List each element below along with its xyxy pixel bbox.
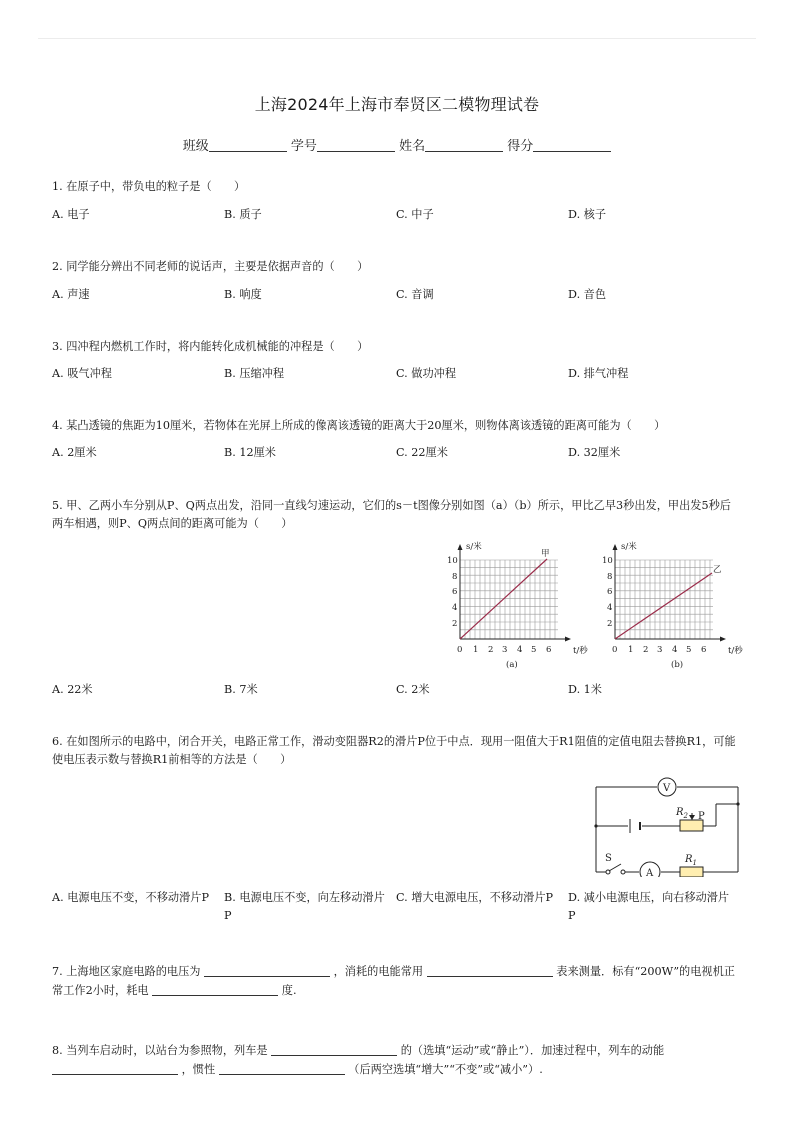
y-tick: 2 [607,619,613,629]
y-tick: 8 [607,572,613,582]
x-axis-label: t/秒 [573,646,588,656]
score-label: 得分 [507,139,534,154]
option-b[interactable]: B. 电源电压不变，向左移动滑片P [224,891,385,922]
option-c[interactable]: C. 2米 [396,683,430,696]
voltmeter-icon [658,778,676,796]
slider-arrow-icon [689,815,695,820]
question-7-text-4: 度. [281,984,297,997]
x-tick: 2 [643,645,649,655]
question-7 [52,962,742,1000]
slider-p-label: P [698,811,705,822]
x-tick: 0 [457,645,463,655]
x-tick: 0 [612,645,618,655]
option-d[interactable]: D. 核子 [568,208,607,221]
y-axis-arrow-icon [613,544,618,550]
r1-label: $R_1$ [685,854,697,867]
option-c[interactable]: C. 增大电源电压，不移动滑片P [396,891,554,904]
question-7-text-1: 7. 上海地区家庭电路的电压为 [52,965,201,978]
x-axis-arrow-icon [720,637,726,642]
x-tick: 6 [701,645,707,655]
switch-label: S [605,853,612,864]
junction-dot [594,824,597,827]
question-6: 6. 在如图所示的电路中，闭合开关，电路正常工作，滑动变阻器R2的滑片P位于中点．现用一阻值大于R1阻值的定值电阻去替换R1，可能使电压表示数与替换R1前相等的方法是（ ） [52,735,736,766]
option-b[interactable]: B. 压缩冲程 [224,367,285,380]
x-tick: 5 [686,645,692,655]
option-b[interactable]: B. 12厘米 [224,446,276,459]
student-id-label: 学号 [290,139,317,154]
x-tick: 3 [502,645,508,655]
student-info-fields [0,135,794,154]
option-a[interactable]: A. 声速 [52,288,90,301]
option-c[interactable]: C. 中子 [396,208,434,221]
series-label: 乙 [713,565,722,575]
option-d[interactable]: D. 32厘米 [568,446,621,459]
y-tick: 10 [602,556,613,566]
r2-label: $R_2$ [676,807,688,820]
ammeter-label: A [646,868,654,877]
answer-blank[interactable] [52,1062,178,1075]
question-7-text-2: ，消耗的电能常用 [333,965,424,978]
x-tick: 4 [672,645,678,655]
question-8-text-2: 的（选填“运动”或“静止”）．加速过程中，列车的动能 [400,1044,665,1057]
option-a[interactable]: A. 2厘米 [52,446,97,459]
graph-b [595,538,745,670]
question-1: 1. 在原子中，带负电的粒子是（ ） [52,180,246,193]
class-blank[interactable] [209,139,287,152]
answer-blank[interactable] [152,983,278,996]
y-tick: 10 [447,556,458,566]
y-tick: 2 [452,619,458,629]
junction-dot [736,802,739,805]
option-a[interactable]: A. 电源电压不变，不移动滑片P [52,891,209,904]
series-line-jia [460,559,547,639]
class-label: 班级 [182,139,209,154]
option-a[interactable]: A. 吸气冲程 [52,367,112,380]
ammeter-icon [640,862,660,877]
top-divider [38,38,756,39]
option-d[interactable]: D. 音色 [568,288,607,301]
x-tick: 3 [657,645,663,655]
question-8-text-3: ，惯性 [181,1063,216,1076]
option-c[interactable]: C. 22厘米 [396,446,448,459]
name-blank[interactable] [425,139,503,152]
voltmeter-label: V [663,783,671,794]
y-tick: 4 [607,603,613,613]
question-8-text-4: （后两空选填“增大”“不变”或“减小”）. [348,1063,543,1076]
question-8 [52,1041,742,1079]
option-a[interactable]: A. 电子 [52,208,90,221]
option-b[interactable]: B. 7米 [224,683,258,696]
y-tick: 8 [452,572,458,582]
x-tick: 2 [488,645,494,655]
x-tick: 6 [546,645,552,655]
x-tick: 1 [628,645,634,655]
score-blank[interactable] [533,139,611,152]
circuit-diagram [588,775,748,877]
answer-blank[interactable] [219,1062,345,1075]
x-axis-label: t/秒 [728,646,743,656]
question-4: 4. 某凸透镜的焦距为10厘米，若物体在光屏上所成的像离该透镜的距离大于20厘米，则物体离该透镜的距离可能为（ ） [52,419,666,432]
answer-blank[interactable] [271,1043,397,1056]
option-a[interactable]: A. 22米 [52,683,93,696]
x-tick: 1 [473,645,479,655]
option-b[interactable]: B. 质子 [224,208,262,221]
question-7-text-3: 表来测量．标有“200W”的电视机正常工作2小时，耗电 [52,965,735,997]
x-tick: 5 [531,645,537,655]
option-d[interactable]: D. 1米 [568,683,602,696]
y-axis-label: s/米 [466,542,482,552]
option-d[interactable]: D. 排气冲程 [568,367,629,380]
graph-b-grid [615,560,713,639]
y-axis-arrow-icon [458,544,463,550]
series-label: 甲 [541,549,550,559]
answer-blank[interactable] [204,964,330,977]
resistor-r1 [680,867,703,877]
x-tick: 4 [517,645,523,655]
student-id-blank[interactable] [317,139,395,152]
name-label: 姓名 [399,139,426,154]
graph-caption: (a) [506,660,518,670]
y-axis-label: s/米 [621,542,637,552]
option-c[interactable]: C. 做功冲程 [396,367,457,380]
y-tick: 6 [452,587,458,597]
question-5: 5. 甲、乙两小车分别从P、Q两点出发，沿同一直线匀速运动，它们的s－t图像分别如图（a）（b）所示，甲比乙早3秒出发，甲出发5秒后两车相遇，则P、Q两点间的距离可能为（ ） [52,499,731,530]
option-b[interactable]: B. 响度 [224,288,262,301]
graph-a-grid [460,560,558,639]
option-d[interactable]: D. 减小电源电压，向右移动滑片P [568,891,730,922]
battery-icon [630,819,640,833]
y-tick: 6 [607,587,613,597]
switch-icon [606,864,625,874]
graph-a [440,538,590,670]
page-title: 上海2024年上海市奉贤区二模物理试卷 [254,95,540,114]
question-3: 3. 四冲程内燃机工作时，将内能转化成机械能的冲程是（ ） [52,340,369,353]
option-c[interactable]: C. 音调 [396,288,434,301]
x-axis-arrow-icon [565,637,571,642]
answer-blank[interactable] [427,964,553,977]
question-8-text-1: 8. 当列车启动时，以站台为参照物，列车是 [52,1044,268,1057]
graph-caption: (b) [671,660,684,670]
question-2: 2. 同学能分辨出不同老师的说话声，主要是依据声音的（ ） [52,260,369,273]
y-tick: 4 [452,603,458,613]
